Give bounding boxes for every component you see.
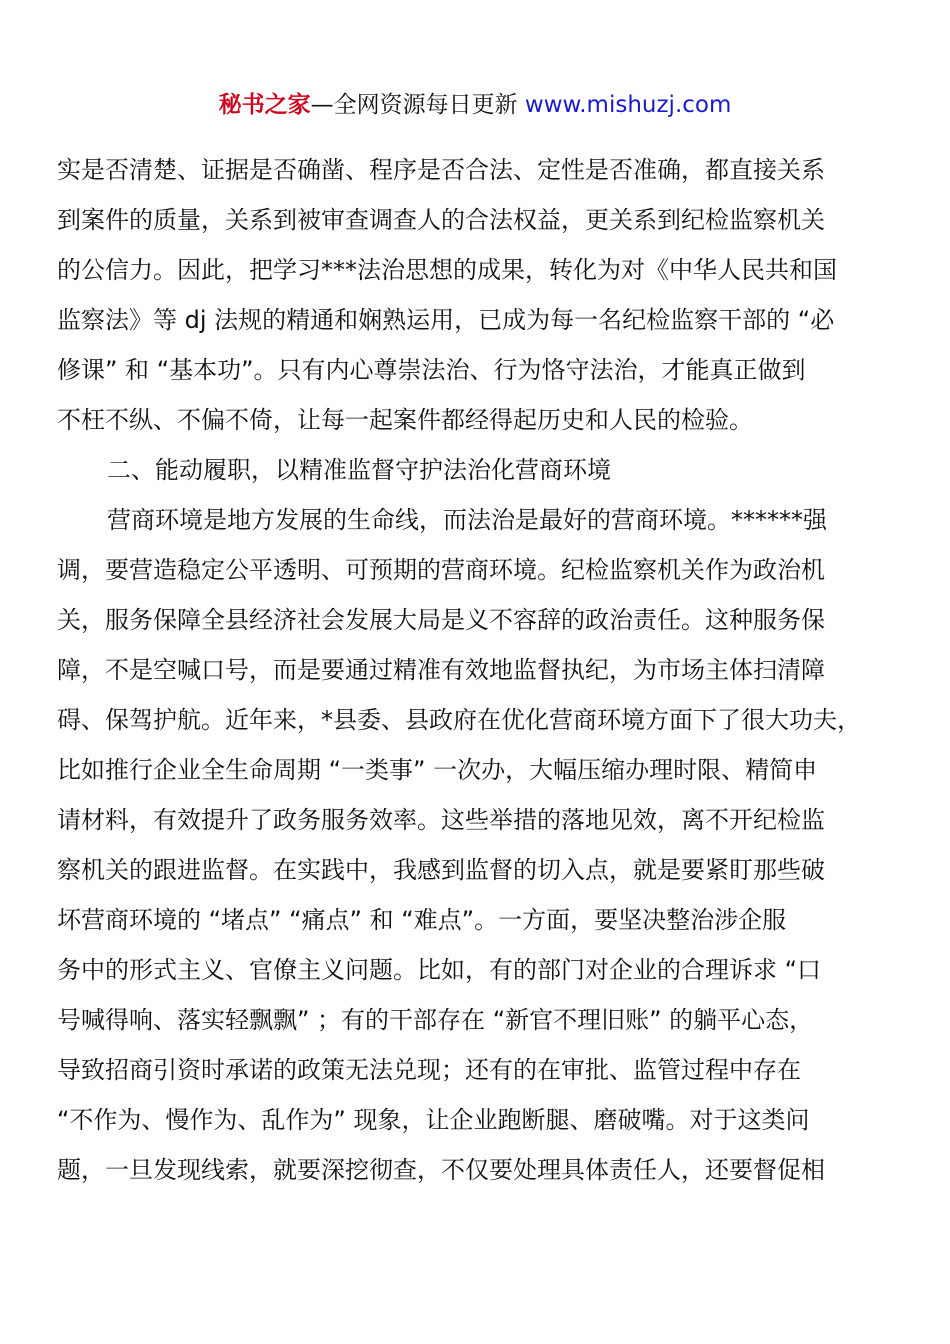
paragraph-first-line: 营商环境是地方发展的生命线，而法治是最好的营商环境。******强 — [107, 506, 827, 534]
text-line: 障，不是空喊口号，而是要通过精准有效地监督执纪，为市场主体扫清障 — [57, 656, 825, 684]
text-line: 监察法》等 dj 法规的精通和娴熟运用，已成为每一名纪检监察干部的 “必 — [57, 306, 835, 334]
text-line: 请材料，有效提升了政务服务效率。这些举措的落地见效，离不开纪检监 — [57, 806, 825, 834]
text-line: “不作为、慢作为、乱作为” 现象，让企业跑断腿、磨破嘴。对于这类问 — [57, 1106, 810, 1134]
site-url-link[interactable]: www.mishuzj.com — [524, 92, 732, 118]
text-line: 题，一旦发现线索，就要深挖彻查，不仅要处理具体责任人，还要督促相 — [57, 1156, 825, 1184]
text-line: 碍、保驾护航。近年来，*县委、县政府在优化营商环境方面下了很大功夫， — [57, 706, 861, 734]
text-line: 号喊得响、落实轻飘飘” ；有的干部存在 “新官不理旧账” 的躺平心态， — [57, 1006, 814, 1034]
text-line: 实是否清楚、证据是否确凿、程序是否合法、定性是否准确，都直接关系 — [57, 156, 825, 184]
text-line: 坏营商环境的 “堵点” “痛点” 和 “难点”。一方面，要坚决整治涉企服 — [57, 906, 787, 934]
text-line: 到案件的质量，关系到被审查调查人的合法权益，更关系到纪检监察机关 — [57, 206, 825, 234]
text-line: 不枉不纵、不偏不倚，让每一起案件都经得起历史和人民的检验。 — [57, 406, 753, 434]
text-line: 调，要营造稳定公平透明、可预期的营商环境。纪检监察机关作为政治机 — [57, 556, 825, 584]
text-line: 的公信力。因此，把学习***法治思想的成果，转化为对《中华人民共和国 — [57, 256, 837, 284]
site-brand: 秘书之家 — [218, 92, 311, 118]
text-line: 察机关的跟进监督。在实践中，我感到监督的切入点，就是要紧盯那些破 — [57, 856, 825, 884]
document-body — [57, 145, 893, 1195]
text-line: 比如推行企业全生命周期 “一类事” 一次办，大幅压缩办理时限、精简申 — [57, 756, 818, 784]
text-line: 修课” 和 “基本功”。只有内心尊崇法治、行为恪守法治，才能真正做到 — [57, 356, 806, 384]
text-line: 关，服务保障全县经济社会发展大局是义不容辞的政治责任。这种服务保 — [57, 606, 825, 634]
site-header — [0, 88, 950, 122]
text-line: 导致招商引资时承诺的政策无法兑现；还有的在审批、监管过程中存在 — [57, 1056, 801, 1084]
text-line: 务中的形式主义、官僚主义问题。比如，有的部门对企业的合理诉求 “口 — [57, 956, 822, 984]
section-heading: 二、能动履职，以精准监督守护法治化营商环境 — [107, 456, 611, 484]
site-slogan: —全网资源每日更新 — [310, 92, 525, 118]
